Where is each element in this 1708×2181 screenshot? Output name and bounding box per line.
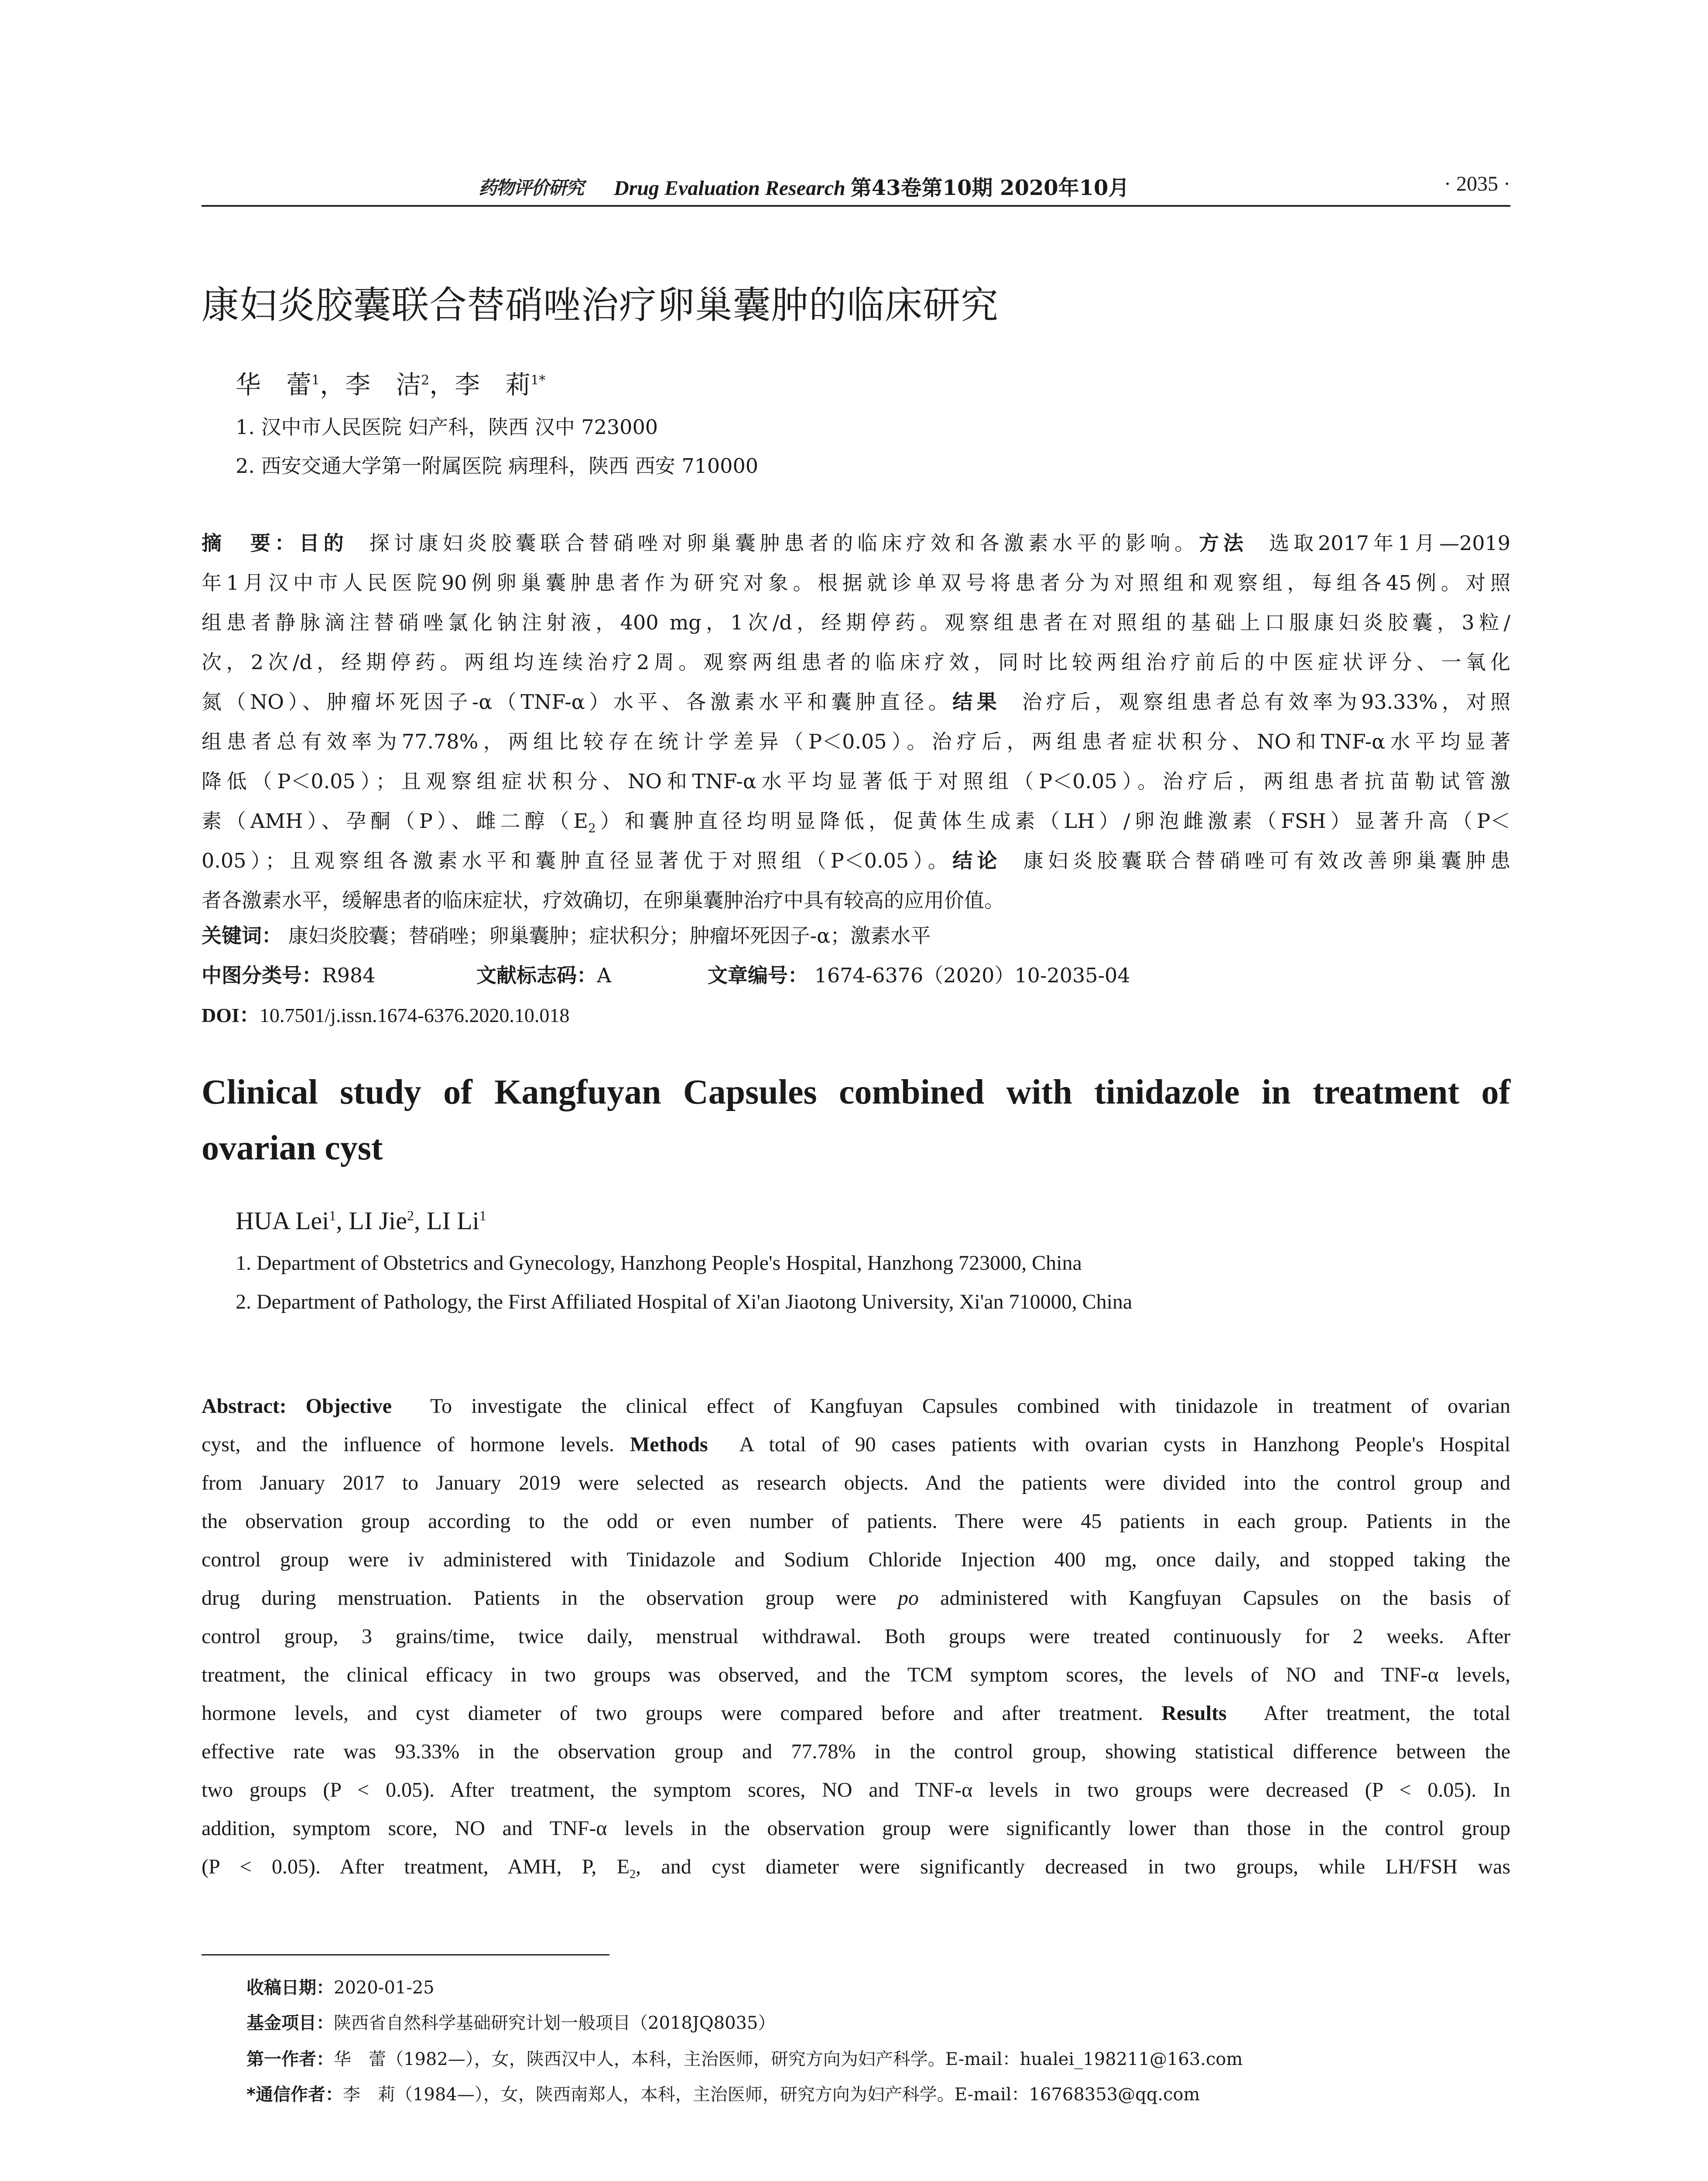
en-abstract-line (202, 1387, 1510, 1426)
doi (202, 995, 569, 1035)
en-affiliation-2: 2. Department of Pathology, the First Affiliated Hospital of Xi'an Jiaotong University, Xi'an 710000, China (236, 1290, 1133, 1313)
cn-affiliation-1: 1. 汉中市人民医院 妇产科，陕西 汉中 723000 (236, 415, 658, 439)
en-author-2-sup: 2 (407, 1207, 414, 1224)
cn-objective-label: 目的 (299, 531, 348, 555)
fund-text: 陕西省自然科学基础研究计划一般项目（2018JQ8035） (334, 2013, 776, 2033)
cn-abstract-text: 0.05）；且观察组各激素水平和囊肿直径显著优于对照组（P＜0.05）。 (202, 849, 953, 872)
clc-number (202, 956, 375, 995)
cn-abstract-text: 康妇炎胶囊联合替硝唑可有效改善卵巢囊肿患 (1023, 849, 1510, 872)
cn-abstract-line: 降低（P＜0.05）；且观察组症状积分、NO和TNF-α水平均显著低于对照组（P＜0.05）。治疗后，两组患者抗苗勒试管激 (202, 769, 1510, 793)
doc-code-value: A (597, 964, 612, 987)
keywords-label: 关键词： (202, 924, 282, 947)
footnote-received (246, 1974, 435, 1999)
document-code (476, 956, 611, 995)
fund-label: 基金项目： (246, 2013, 334, 2033)
article-number (708, 956, 1130, 995)
cn-abstract-text: 氮（NO）、肿瘤坏死因子-α（TNF-α）水平、各激素水平和囊肿直径。 (202, 690, 953, 714)
cn-conclusion-label: 结论 (952, 849, 1002, 872)
en-abstract-line: control group were iv administered with Tinidazole and Sodium Chloride Injection 400 mg, once daily, and stopped taking the (202, 1548, 1510, 1571)
cn-abstract-label: 摘 要： (202, 531, 299, 555)
en-abstract-line: from January 2017 to January 2019 were selected as research objects. And the patients were divided into the control group and (202, 1471, 1510, 1494)
en-author-3: , LI Li (414, 1207, 479, 1235)
cn-abstract-line: 年1月汉中市人民医院90例卵巢囊肿患者作为研究对象。根据就诊单双号将患者分为对照组和观察组，每组各45例。对照 (202, 571, 1510, 595)
subscript: 2 (630, 1867, 636, 1881)
en-abstract-text: After treatment, the total (1263, 1702, 1510, 1725)
issue-info: 第43卷第10期 2020年10月 (850, 176, 1130, 200)
subscript: 2 (588, 821, 596, 836)
en-results-label: Results (1161, 1702, 1227, 1725)
cn-abstract-line (202, 523, 1510, 563)
doi-value: 10.7501/j.issn.1674-6376.2020.10.018 (259, 1004, 570, 1026)
en-abstract-line: the observation group according to the odd or even number of patients. There were 45 patients in each group. Patients in the (202, 1510, 1510, 1533)
clc-label: 中图分类号： (202, 964, 322, 987)
cn-abstract-text: 素（AMH）、孕酮（P）、雌二醇（E (202, 809, 588, 833)
cn-abstract-line: 组患者总有效率为77.78%，两组比较存在统计学差异（P＜0.05）。治疗后，两组患者症状积分、NO和TNF-α水平均显著 (202, 730, 1510, 753)
en-abstract-text: To investigate the clinical effect of Kangfuyan Capsules combined with tinidazole in treatment of ovarian (430, 1395, 1510, 1418)
en-abstract-line: effective rate was 93.33% in the observation group and 77.78% in the control group, showing statistical difference between the (202, 1740, 1510, 1763)
en-abstract-line: addition, symptom score, NO and TNF-α levels in the observation group were significantly lower than those in the control group (202, 1817, 1510, 1840)
en-author-2: , LI Jie (336, 1207, 407, 1235)
cn-title: 康妇炎胶囊联合替硝唑治疗卵巢囊肿的临床研究 (202, 284, 999, 327)
cn-affiliation-2: 2. 西安交通大学第一附属医院 病理科，陕西 西安 710000 (236, 454, 758, 478)
journal-name-en: Drug Evaluation Research (614, 177, 845, 200)
en-abstract-text: , and cyst diameter were significantly decreased in two groups, while LH/FSH was (636, 1855, 1510, 1878)
keywords-text: 康妇炎胶囊；替硝唑；卵巢囊肿；症状积分；肿瘤坏死因子-α；激素水平 (288, 924, 931, 947)
corresponding-label: *通信作者： (246, 2085, 343, 2105)
article-no-value: 1674-6376（2020）10-2035-04 (814, 964, 1130, 987)
en-abstract-line (202, 1426, 1510, 1464)
cn-abstract-text: 治疗后，观察组患者总有效率为93.33%，对照 (1022, 690, 1510, 714)
cn-abstract-line: 组患者静脉滴注替硝唑氯化钠注射液，400 mg，1次/d，经期停药。观察组患者在对照组的基础上口服康妇炎胶囊，3粒/ (202, 611, 1510, 634)
en-methods-label: Methods (630, 1433, 708, 1456)
journal-issue-line (614, 171, 1129, 201)
en-abstract-line: two groups (P < 0.05). After treatment, the symptom scores, NO and TNF-α levels in two groups were decreased (P < 0.05). In (202, 1778, 1510, 1802)
en-abstract-text: A total of 90 cases patients with ovarian cysts in Hanzhong People's Hospital (739, 1433, 1510, 1456)
en-affiliation-1: 1. Department of Obstetrics and Gynecology, Hanzhong People's Hospital, Hanzhong 723000, China (236, 1251, 1082, 1275)
header-rule (202, 205, 1510, 207)
footnote-first-author (246, 2045, 1242, 2070)
en-abstract (202, 1387, 1510, 1886)
en-abstract-line (202, 1579, 1510, 1617)
corresponding-text: 李 莉（1984—），女，陕西南郑人，本科，主治医师，研究方向为妇产科学。E-mail：16768353@qq.com (342, 2085, 1200, 2105)
en-title (202, 1064, 1510, 1176)
cn-abstract-line: 次，2次/d，经期停药。两组均连续治疗2周。观察两组患者的临床疗效，同时比较两组治疗前后的中医症状评分、一氧化 (202, 650, 1510, 674)
clc-value: R984 (322, 964, 376, 987)
cn-methods-label: 方法 (1199, 531, 1248, 555)
journal-logo: 药物评价研究 (479, 177, 584, 198)
cn-abstract-line (202, 682, 1510, 722)
footnote-corresponding-author (246, 2081, 1200, 2106)
received-date: 2020-01-25 (334, 1978, 435, 1998)
en-title-line-2: ovarian cyst (202, 1129, 383, 1167)
cn-abstract-line (202, 801, 1510, 841)
en-objective-label: Objective (305, 1395, 392, 1418)
en-abstract-text: drug during menstruation. Patients in the observation group were (202, 1586, 876, 1610)
en-abstract-text: cyst, and the influence of hormone levels. (202, 1433, 614, 1456)
en-author-3-sup: 1 (479, 1207, 486, 1224)
en-author-1: HUA Lei (236, 1207, 329, 1235)
en-authors (236, 1206, 486, 1235)
page-number: · 2035 · (1444, 172, 1510, 195)
en-author-1-sup: 1 (329, 1207, 336, 1224)
doc-code-label: 文献标志码： (476, 964, 597, 987)
cn-keywords (202, 916, 1510, 956)
cn-abstract-text: 选取2017年1月—2019 (1269, 531, 1510, 555)
footnote-rule (202, 1954, 609, 1955)
cn-authors (236, 364, 545, 401)
en-abstract-italic: po (897, 1586, 919, 1610)
en-abstract-line: treatment, the clinical efficacy in two groups was observed, and the TCM symptom scores, the levels of NO and TNF-α levels, (202, 1663, 1510, 1686)
cn-abstract-text: ）和囊肿直径均明显降低，促黄体生成素（LH）/卵泡雌激素（FSH）显著升高（P＜ (596, 809, 1510, 833)
en-abstract-line: control group, 3 grains/time, twice daily, menstrual withdrawal. Both groups were treated continuously for 2 weeks. After (202, 1625, 1510, 1648)
cn-author-2-sup: 2 (421, 373, 430, 388)
received-label: 收稿日期： (246, 1978, 334, 1998)
doi-label: DOI： (202, 1004, 260, 1026)
cn-abstract-line (202, 841, 1510, 881)
cn-author-2: ，李 洁 (320, 370, 421, 400)
cn-abstract (202, 523, 1510, 920)
first-author-text: 华 蕾（1982—），女，陕西汉中人，本科，主治医师，研究方向为妇产科学。E-mail：hualei_198211@163.com (334, 2049, 1243, 2069)
footnote-fund (246, 2009, 775, 2034)
en-abstract-text: (P < 0.05). After treatment, AMH, P, E (202, 1855, 630, 1878)
cn-author-1-sup: 1 (311, 373, 320, 388)
cn-author-1: 华 蕾 (236, 370, 312, 400)
cn-author-3: ，李 莉 (429, 370, 531, 400)
en-abstract-line (202, 1694, 1510, 1733)
en-abstract-line (202, 1848, 1510, 1886)
en-abstract-text: administered with Kangfuyan Capsules on the basis of (940, 1586, 1510, 1610)
cn-abstract-text: 探讨康妇炎胶囊联合替硝唑对卵巢囊肿患者的临床疗效和各激素水平的影响。 (369, 531, 1199, 555)
en-abstract-label: Abstract: (202, 1395, 287, 1418)
en-abstract-text: hormone levels, and cyst diameter of two groups were compared before and after treatment. (202, 1702, 1143, 1725)
classification-row (202, 956, 1510, 995)
article-no-label: 文章编号： (708, 964, 808, 987)
running-header (202, 171, 1510, 202)
cn-author-3-sup: 1* (531, 373, 546, 388)
first-author-label: 第一作者： (246, 2049, 334, 2069)
cn-results-label: 结果 (952, 690, 1001, 714)
cn-abstract-line: 者各激素水平，缓解患者的临床症状，疗效确切，在卵巢囊肿治疗中具有较高的应用价值。 (202, 889, 1004, 912)
en-title-line-1: Clinical study of Kangfuyan Capsules combined with tinidazole in treatment of (202, 1073, 1510, 1111)
